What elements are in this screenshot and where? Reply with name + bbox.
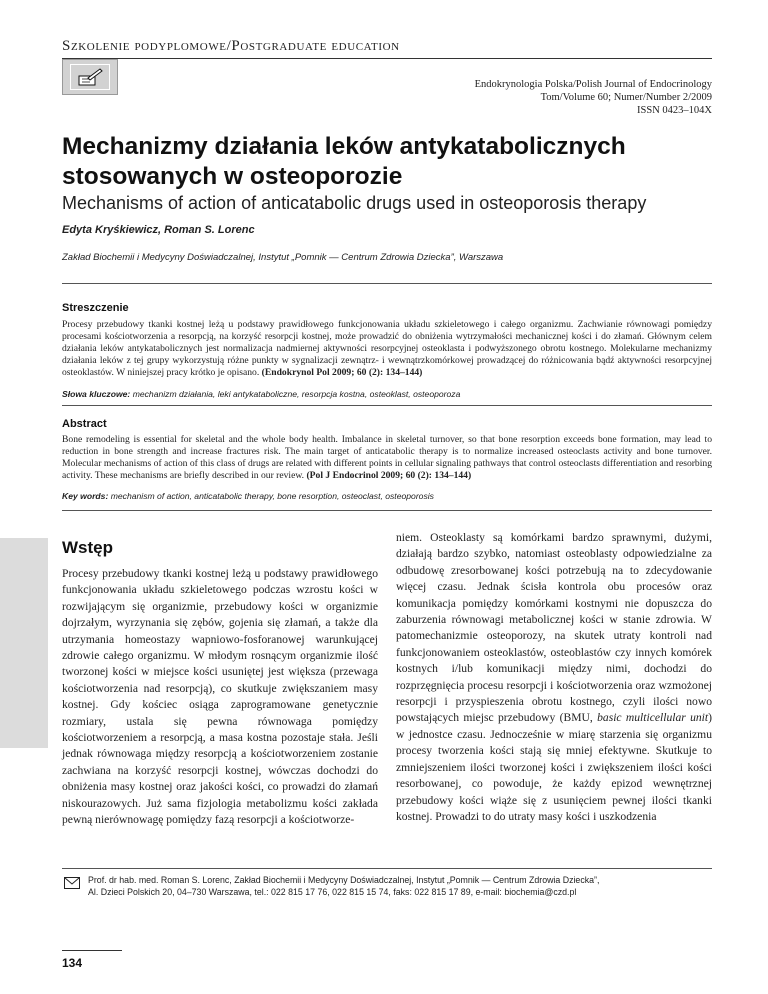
page-number: 134 <box>62 956 83 970</box>
streszczenie-text <box>62 319 712 379</box>
right-column-italic: basic multicellular unit <box>597 711 709 725</box>
abstract-body: Bone remodeling is essential for skeletal and the whole body health. Imbalance in skeletal turnover, so that bone resorption exceeds bone formation, may lead to reduction in bone strength and increase fractures risk. The main target of anticatabolic therapy is to normalize increased osteoclasts activity and bone turnover. Molecular mechanisms of action of this class of drugs are related with different points in cellular signaling pathways that control osteoclasts differentiation and resorbing activity. These mechanisms are briefly described in our review. <box>62 434 712 481</box>
divider-body <box>62 510 712 511</box>
abstract-text <box>62 434 712 482</box>
journal-issn: ISSN 0423–104X <box>637 105 712 116</box>
keywords-pl: mechanizm działania, leki antykataboliczne, resorpcja kostna, osteoklast, osteoporoza <box>132 389 461 399</box>
abstract-citation: (Pol J Endocrinol 2009; 60 (2): 134–144) <box>306 469 472 481</box>
envelope-icon <box>64 876 80 894</box>
right-column-part2: ) w jednostce czasu. Jednocześnie w miarę starzenia się organizmu procesy tworzenia kości stają się mniej efektywne. Skutkuje to zmniejszeniem ilości tworzonej kości i zwiększeniem ilości kości resorbowanej, co powoduje, że każdy epizod wewnętrznej przebudowy kości wiąże się z usunięciem pewnej ilości tkanki kostnej. Prowadzi to do utraty masy kości i uszkodzenia <box>396 711 712 823</box>
divider-top <box>62 283 712 284</box>
body-right-column <box>396 530 712 825</box>
section-header: Szkolenie podyplomowe/Postgraduate education <box>62 38 400 54</box>
journal-volume: Tom/Volume 60; Numer/Number 2/2009 <box>540 92 712 103</box>
page-number-rule <box>62 950 122 951</box>
article-subtitle: Mechanisms of action of anticatabolic drugs used in osteoporosis therapy <box>62 193 647 213</box>
keywords-label-en: Key words: <box>62 491 109 501</box>
body-left-column: Procesy przebudowy tkanki kostnej leżą u podstawy prawidłowego funkcjonowania układu szkieletowego podczas wzrostu kości w rozwijającym się organizmie, przebudowy kości w organizmie dojrzałym, wyrzynania się zębów, gojenia się złamań, a także dla utrzymania homeostazy wapniowo-fosforanowej warunkującej zdrowie całego organizmu. W młodym rosnącym organizmie ilość tworzonej kości w miejsce kości usuniętej jest większa (przewaga kościotworzenia nad resorpcją), co skutkuje zwiększaniem masy kostnej. Gdy kościec osiąga zaprogramowane genetycznie rozmiary, ustala się pewna równowaga pomiędzy kościotworzeniem a resorpcją, a masa kostna pozostaje stała. Jeśli jednak równowaga między resorpcją a kościotworzeniem zostanie zachwiana na korzyść resorpcji kostnej, wówczas dochodzi do obniżenia masy kostnej oraz jakości kości, co prowadzi do złamań niskourazowych. Już sama fizjologia metabolizmu kości zakłada pewną nierównowagę pomiędzy fazą resorpcji a kościotworze- <box>62 567 378 827</box>
header-rule <box>62 58 712 59</box>
streszczenie-heading: Streszczenie <box>62 302 129 314</box>
abstract-keywords <box>62 491 712 501</box>
streszczenie-body: Procesy przebudowy tkanki kostnej leżą u podstawy prawidłowego funkcjonowania układu szkieletowego i całego organizmu. Zachwianie równowagi pomiędzy procesami kościotworzenia a resorpcją, na korzyść resorpcji kostnej, może prowadzić do obniżenia wytrzymałości mechanicznej kości i do złamań. Głównym celem działania leków antykatabolicznych jest normalizacja nadmiernej aktywności resorpcyjnej osteoklasta i podwyższonego obrotu kostnego. Molekularne mechanizmy działania leków z tej grupy wykorzystują różne punkty w sygnalizacji zewnątrz- i wewnątrzkomórkowej prowadzącej do różnicowania bądź aktywności resorpcyjnej osteoklastów. W niniejszej pracy krótko je opisano. <box>62 319 712 378</box>
correspondence-line-1: Prof. dr hab. med. Roman S. Lorenc, Zakład Biochemii i Medycyny Doświadczalnej, Instytut „Pomnik — Centrum Zdrowia Dziecka”, <box>88 875 600 885</box>
article-affiliation: Zakład Biochemii i Medycyny Doświadczalnej, Instytut „Pomnik — Centrum Zdrowia Dziecka”, Warszawa <box>62 252 504 263</box>
streszczenie-citation: (Endokrynol Pol 2009; 60 (2): 134–144) <box>261 366 423 378</box>
abstract-heading: Abstract <box>62 418 107 430</box>
streszczenie-keywords <box>62 389 712 399</box>
correspondence-line-2: Al. Dzieci Polskich 20, 04–730 Warszawa, tel.: 022 815 17 76, 022 815 15 74, faks: 022 815 17 89, e-mail: biochemia@czd.pl <box>88 887 577 897</box>
keywords-en: mechanism of action, anticatabolic therapy, bone resorption, osteoclast, osteoporosis <box>110 491 434 501</box>
pen-icon-box <box>62 59 118 95</box>
keywords-label-pl: Słowa kluczowe: <box>62 389 131 399</box>
journal-name: Endokrynologia Polska/Polish Journal of Endocrinology <box>474 79 712 90</box>
margin-strip <box>0 538 48 748</box>
divider-abstract <box>62 405 712 406</box>
pen-icon <box>70 64 110 90</box>
journal-info <box>475 78 712 117</box>
correspondence-address <box>88 874 718 898</box>
article-title: Mechanizmy działania leków antykatabolicznych stosowanych w osteoporozie <box>62 133 626 190</box>
footer-rule <box>62 868 712 869</box>
article-authors: Edyta Kryśkiewicz, Roman S. Lorenc <box>62 224 255 236</box>
right-column-part1: niem. Osteoklasty są komórkami bardzo sprawnymi, dużymi, działają bardzo szybko, natomiast osteoblasty odpowiedzialne za odbudowę zresorbowanej kości potrzebują na to zdecydowanie więcej czasu. Jednak ścisła kontrola obu procesów oraz komunikacja pomiędzy komórkami kostnymi nie dopuszcza do zaburzenia równowagi metabolicznej kości w stanie zdrowia. W patomechanizmie osteoporozy, na skutek utraty kontroli nad funkcjonowaniem osteoklastów, osteoblastów czy innych komórek kostnych i/lub komunikacji między nimi, dochodzi do rozprzęgnięcia procesu resorpcji i kościotworzenia oraz wzmożonej resorpcji i przyspieszenia obrotu kostnego, czyli ilości nowo powstających miejsc przebudowy (BMU, <box>396 531 712 725</box>
section-heading-wstep: Wstęp <box>62 538 113 557</box>
